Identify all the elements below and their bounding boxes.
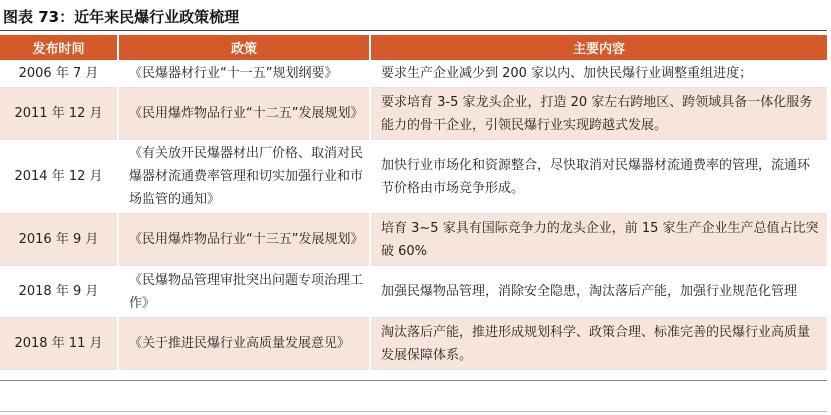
row-policy: 《民用爆炸物品行业“十三五”发展规划》 xyxy=(118,214,370,266)
header-content: 主要内容 xyxy=(370,35,827,60)
header-date: 发布时间 xyxy=(0,35,118,60)
row-content: 淘汰落后产能，推进形成规划科学、政策合理、标准完善的民爆行业高质量发展保障体系。 xyxy=(370,318,827,370)
row-date: 2006 年 7 月 xyxy=(0,60,118,88)
table-row xyxy=(0,60,827,88)
figure-title: 图表 73：近年来民爆行业政策梳理 xyxy=(3,8,240,26)
row-policy: 《民爆器材行业“十一五”规划纲要》 xyxy=(118,60,370,88)
table-row xyxy=(0,214,827,266)
title-divider xyxy=(0,30,827,31)
row-content: 加快行业市场化和资源整合，尽快取消对民爆器材流通费率的管理，流通环节价格由市场竞争形成。 xyxy=(370,140,827,214)
row-date: 2018 年 9 月 xyxy=(0,266,118,318)
policy-table xyxy=(0,35,827,370)
table-header-row xyxy=(0,35,827,60)
row-content: 培育 3~5 家具有国际竞争力的龙头企业，前 15 家生产企业生产总值占比突破 60% xyxy=(370,214,827,266)
table-row xyxy=(0,266,827,318)
header-policy: 政策 xyxy=(118,35,370,60)
row-content: 要求生产企业减少到 200 家以内、加快民爆行业调整重组进度； xyxy=(370,60,827,88)
row-policy: 《有关放开民爆器材出厂价格、取消对民爆器材流通费率管理和切实加强行业和市场监管的通知》 xyxy=(118,140,370,214)
row-policy: 《民用爆炸物品行业“十二五”发展规划》 xyxy=(118,88,370,140)
row-policy: 《关于推进民爆行业高质量发展意见》 xyxy=(118,318,370,370)
row-content: 要求培育 3-5 家龙头企业，打造 20 家左右跨地区、跨领域具备一体化服务能力的骨干企业，引领民爆行业实现跨越式发展。 xyxy=(370,88,827,140)
row-policy: 《民爆物品管理审批突出问题专项治理工作》 xyxy=(118,266,370,318)
row-content: 加强民爆物品管理，消除安全隐患，淘汰落后产能，加强行业规范化管理 xyxy=(370,266,827,318)
row-date: 2014 年 12 月 xyxy=(0,140,118,214)
row-date: 2018 年 11 月 xyxy=(0,318,118,370)
table-row xyxy=(0,140,827,214)
table-row xyxy=(0,318,827,370)
table-row xyxy=(0,88,827,140)
row-date: 2016 年 9 月 xyxy=(0,214,118,266)
table-bottom-divider xyxy=(0,380,827,381)
row-date: 2011 年 12 月 xyxy=(0,88,118,140)
footer-divider xyxy=(0,411,827,412)
